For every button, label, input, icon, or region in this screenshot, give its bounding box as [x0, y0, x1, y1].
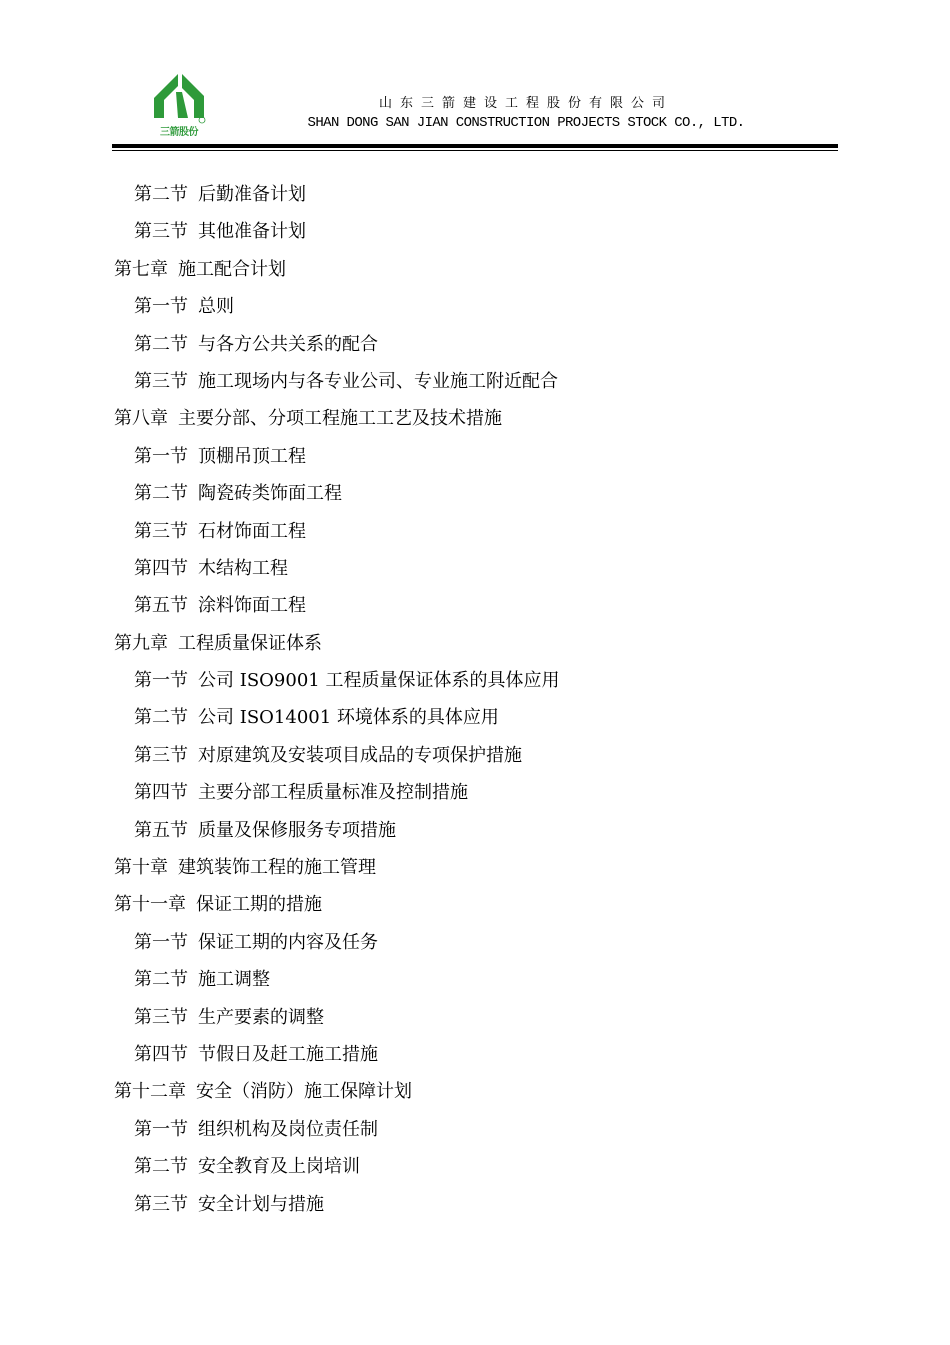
toc-section — [0, 550, 950, 587]
toc-number: 第二节 — [134, 333, 188, 355]
logo-text: 三箭股份 — [160, 127, 198, 138]
toc-number: 第一节 — [134, 296, 188, 318]
header-rule-thick — [112, 144, 838, 148]
toc-chapter — [0, 849, 950, 886]
toc-title: 施工配合计划 — [178, 258, 286, 280]
toc-number: 第三节 — [134, 370, 188, 392]
toc-title: 对原建筑及安装项目成品的专项保护措施 — [198, 744, 522, 766]
toc-title: 公司 ISO9001 工程质量保证体系的具体应用 — [198, 670, 560, 692]
toc-section — [0, 213, 950, 250]
toc-section — [0, 587, 950, 624]
table-of-contents — [0, 176, 950, 1223]
toc-section — [0, 326, 950, 363]
toc-section — [0, 438, 950, 475]
toc-title: 组织机构及岗位责任制 — [198, 1118, 378, 1140]
toc-title: 保证工期的措施 — [196, 894, 322, 916]
toc-number: 第二节 — [134, 969, 188, 991]
toc-number: 第九章 — [114, 632, 168, 654]
toc-number: 第四节 — [134, 557, 188, 579]
toc-title: 公司 ISO14001 环境体系的具体应用 — [198, 707, 499, 729]
toc-title: 建筑装饰工程的施工管理 — [178, 857, 376, 879]
toc-section — [0, 774, 950, 811]
toc-number: 第三节 — [134, 221, 188, 243]
toc-number: 第三节 — [134, 744, 188, 766]
company-name-cn: 山东三箭建设工程股份有限公司 — [378, 96, 673, 111]
toc-chapter — [0, 251, 950, 288]
toc-number: 第一节 — [134, 445, 188, 467]
toc-title: 安全教育及上岗培训 — [198, 1156, 360, 1178]
toc-title: 质量及保修服务专项措施 — [198, 819, 396, 841]
toc-title: 施工现场内与各专业公司、专业施工附近配合 — [198, 370, 558, 392]
toc-title: 其他准备计划 — [198, 221, 306, 243]
toc-number: 第二节 — [134, 184, 188, 205]
toc-section — [0, 288, 950, 325]
toc-title: 主要分部工程质量标准及控制措施 — [198, 782, 468, 804]
toc-number: 第四节 — [134, 782, 188, 804]
toc-section — [0, 1148, 950, 1185]
toc-title: 木结构工程 — [198, 557, 288, 579]
toc-section — [0, 176, 950, 213]
toc-number: 第八章 — [114, 408, 168, 430]
toc-number: 第二节 — [134, 483, 188, 505]
toc-chapter — [0, 400, 950, 437]
toc-chapter — [0, 1073, 950, 1110]
page-header — [0, 0, 950, 160]
toc-chapter — [0, 625, 950, 662]
toc-title: 节假日及赶工施工措施 — [198, 1043, 378, 1065]
header-rule-thin — [112, 150, 838, 151]
toc-number: 第十章 — [114, 857, 168, 879]
toc-number: 第三节 — [134, 1193, 188, 1215]
toc-title: 保证工期的内容及任务 — [198, 931, 378, 953]
toc-number: 第三节 — [134, 520, 188, 542]
house-logo-icon — [150, 72, 208, 124]
toc-title: 陶瓷砖类饰面工程 — [198, 483, 342, 505]
toc-section — [0, 513, 950, 550]
toc-section — [0, 699, 950, 736]
toc-section — [0, 999, 950, 1036]
toc-section — [0, 1111, 950, 1148]
toc-title: 石材饰面工程 — [198, 520, 306, 542]
toc-number: 第二节 — [134, 1156, 188, 1178]
toc-number: 第十一章 — [114, 894, 186, 916]
company-logo — [150, 72, 208, 140]
toc-number: 第五节 — [134, 595, 188, 617]
toc-section — [0, 1036, 950, 1073]
toc-section — [0, 924, 950, 961]
toc-section — [0, 662, 950, 699]
toc-number: 第十二章 — [114, 1081, 186, 1103]
toc-title: 总则 — [198, 296, 234, 318]
toc-section — [0, 737, 950, 774]
toc-title: 后勤准备计划 — [198, 184, 306, 205]
toc-number: 第五节 — [134, 819, 188, 841]
toc-title: 生产要素的调整 — [198, 1006, 324, 1028]
toc-title: 顶棚吊顶工程 — [198, 445, 306, 467]
toc-number: 第一节 — [134, 931, 188, 953]
toc-number: 第三节 — [134, 1006, 188, 1028]
toc-title: 安全（消防）施工保障计划 — [196, 1081, 412, 1103]
toc-title: 涂料饰面工程 — [198, 595, 306, 617]
company-name-en: SHAN DONG SAN JIAN CONSTRUCTION PROJECTS STOCK CO., LTD. — [307, 115, 745, 131]
toc-chapter — [0, 886, 950, 923]
toc-number: 第二节 — [134, 707, 188, 729]
toc-number: 第一节 — [134, 670, 188, 692]
toc-title: 安全计划与措施 — [198, 1193, 324, 1215]
toc-section — [0, 475, 950, 512]
toc-section — [0, 1186, 950, 1223]
toc-number: 第七章 — [114, 258, 168, 280]
toc-title: 工程质量保证体系 — [178, 632, 322, 654]
toc-number: 第四节 — [134, 1043, 188, 1065]
toc-title: 主要分部、分项工程施工工艺及技术措施 — [178, 408, 502, 430]
toc-section — [0, 961, 950, 998]
toc-title: 与各方公共关系的配合 — [198, 333, 378, 355]
toc-title: 施工调整 — [198, 969, 270, 991]
toc-number: 第一节 — [134, 1118, 188, 1140]
toc-section — [0, 812, 950, 849]
toc-section — [0, 363, 950, 400]
